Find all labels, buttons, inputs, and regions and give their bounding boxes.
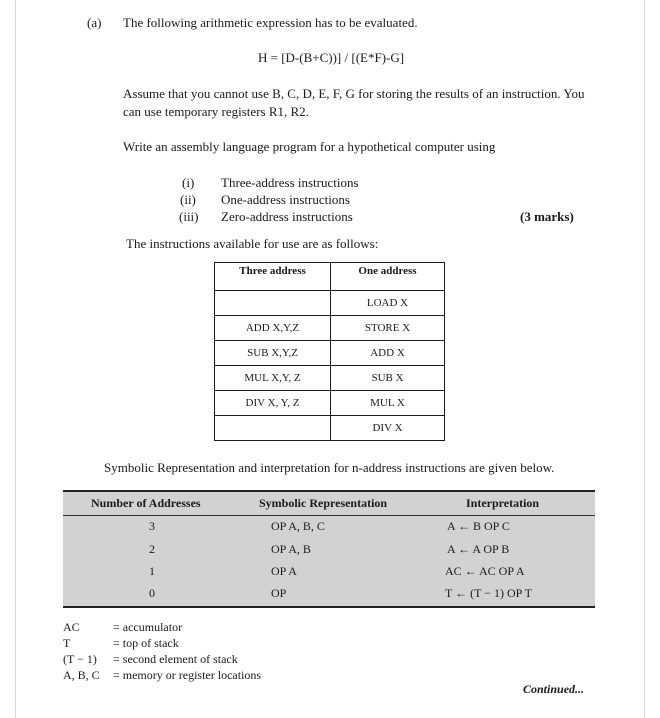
part-text-1: Three-address instructions — [221, 175, 359, 190]
legend-term: (T − 1) — [63, 652, 97, 666]
three-address-cell: MUL X,Y, Z — [215, 366, 331, 391]
question-label: (a) — [87, 15, 102, 30]
table-row — [215, 391, 445, 416]
legend-term: T — [63, 636, 71, 650]
sym-row-representation: OP A — [271, 564, 297, 578]
instruction-table-header — [215, 263, 445, 291]
legend-def: = second element of stack — [113, 652, 238, 666]
expression: H = [D-(B+C))] / [(E*F)-G] — [258, 50, 405, 65]
sym-row-addresses: 0 — [149, 586, 155, 600]
sym-row-interpretation: A ← B OP C — [447, 519, 510, 533]
sym-row-representation: OP — [271, 586, 287, 600]
three-address-cell: ADD X,Y,Z — [215, 316, 331, 341]
legend-def: = accumulator — [113, 620, 183, 634]
sym-row-addresses: 3 — [149, 519, 155, 533]
table-row — [215, 341, 445, 366]
symbolic-intro: Symbolic Representation and interpretation for n-address instructions are given below. — [104, 460, 555, 475]
part-num-2: (ii) — [180, 192, 196, 207]
question-intro: The following arithmetic expression has to be evaluated. — [123, 15, 418, 30]
legend-def: = memory or register locations — [113, 668, 262, 682]
available-intro: The instructions available for use are as follows: — [126, 236, 379, 251]
sym-row-interpretation: T ← (T − 1) OP T — [445, 586, 532, 600]
sym-header-interpretation: Interpretation — [466, 496, 540, 510]
sym-row-addresses: 1 — [149, 564, 155, 578]
sym-row-representation: OP A, B — [271, 542, 311, 556]
task-text: Write an assembly language program for a hypothetical computer using — [123, 139, 496, 154]
header-one-address: One address — [331, 263, 445, 291]
sym-row-addresses: 2 — [149, 542, 155, 556]
three-address-cell — [215, 416, 331, 441]
table-row — [215, 416, 445, 441]
table-row — [215, 316, 445, 341]
part-text-2: One-address instructions — [221, 192, 350, 207]
assumption-line-2: can use temporary registers R1, R2. — [123, 104, 309, 119]
assumption-line-1: Assume that you cannot use B, C, D, E, F, G for storing the results of an instruction. You — [123, 86, 585, 101]
table-row — [215, 291, 445, 316]
instruction-table — [214, 262, 445, 441]
sym-row-representation: OP A, B, C — [271, 519, 325, 533]
one-address-cell: LOAD X — [331, 291, 445, 316]
sym-header-addresses: Number of Addresses — [91, 496, 201, 510]
marks: (3 marks) — [520, 209, 574, 224]
one-address-cell: SUB X — [331, 366, 445, 391]
sym-row-interpretation: A ← A OP B — [447, 542, 510, 556]
one-address-cell: MUL X — [331, 391, 445, 416]
part-text-3: Zero-address instructions — [221, 209, 353, 224]
symbolic-table — [63, 490, 595, 608]
continued-footer: Continued... — [523, 682, 585, 696]
header-three-address: Three address — [215, 263, 331, 291]
sym-header-representation: Symbolic Representation — [259, 496, 388, 510]
three-address-cell: DIV X, Y, Z — [215, 391, 331, 416]
one-address-cell: ADD X — [331, 341, 445, 366]
legend-term: A, B, C — [63, 668, 100, 682]
one-address-cell: DIV X — [331, 416, 445, 441]
three-address-cell: SUB X,Y,Z — [215, 341, 331, 366]
part-num-1: (i) — [182, 175, 195, 190]
three-address-cell — [215, 291, 331, 316]
table-row — [215, 366, 445, 391]
sym-header-divider — [63, 515, 595, 516]
sym-row-interpretation: AC ← AC OP A — [445, 564, 525, 578]
legend-def: = top of stack — [113, 636, 179, 650]
one-address-cell: STORE X — [331, 316, 445, 341]
part-num-3: (iii) — [179, 209, 199, 224]
legend-term: AC — [63, 620, 80, 634]
